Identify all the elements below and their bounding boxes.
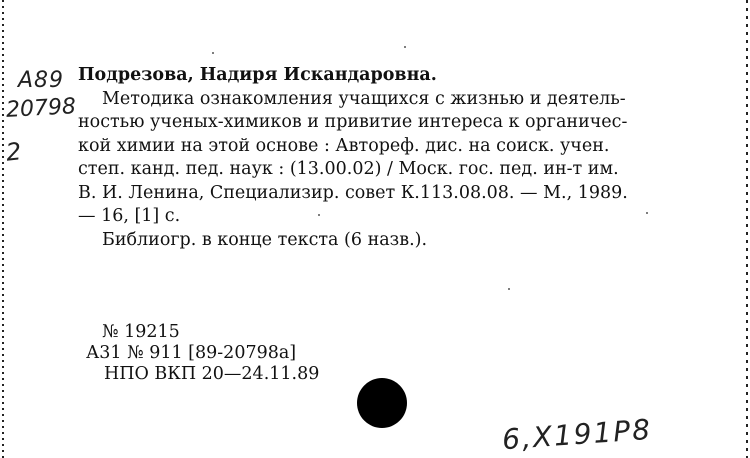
handwritten-inventory-number: 20798: [5, 94, 77, 123]
entry-line-3: кой химии на этой основе : Автореф. дис. на соиск. учен.: [78, 135, 610, 156]
scan-speck: [508, 288, 510, 290]
card-right-edge: [746, 0, 748, 458]
card-footer: [86, 322, 319, 385]
card-punch-hole: [357, 378, 407, 428]
entry-line-6: — 16, [1] с.: [78, 206, 181, 226]
entry-line-2: ностью ученых-химиков и привитие интереса к органичес-: [78, 112, 628, 132]
scan-speck: [318, 214, 320, 216]
author-name: Подрезова, Надиря Искандаровна.: [78, 65, 437, 85]
scan-speck: [212, 52, 214, 54]
handwritten-bottom-code: 6,Х191Р8: [501, 412, 654, 457]
scan-speck: [404, 46, 406, 48]
entry-line-4: степ. канд. пед. наук : (13.00.02) / Моск. гос. пед. ин-т им.: [78, 159, 619, 179]
bibliography-note: Библиогр. в конце текста (6 назв.).: [102, 229, 428, 250]
card-left-edge: [2, 0, 4, 458]
scan-speck: [646, 212, 648, 214]
organization-date: НПО ВКП 20—24.11.89: [104, 364, 320, 384]
handwritten-shelf-code: А89: [18, 68, 65, 93]
handwritten-mark: 2: [4, 137, 23, 167]
entry-line-1: Методика ознакомления учащихся с жизнью и деятель-: [102, 88, 626, 109]
record-code: А31 № 911 [89-20798а]: [86, 343, 297, 363]
entry-line-5: В. И. Ленина, Специализир. совет К.113.08.08. — М., 1989.: [78, 182, 628, 203]
bibliographic-entry: [78, 64, 698, 252]
record-number: № 19215: [102, 322, 180, 342]
